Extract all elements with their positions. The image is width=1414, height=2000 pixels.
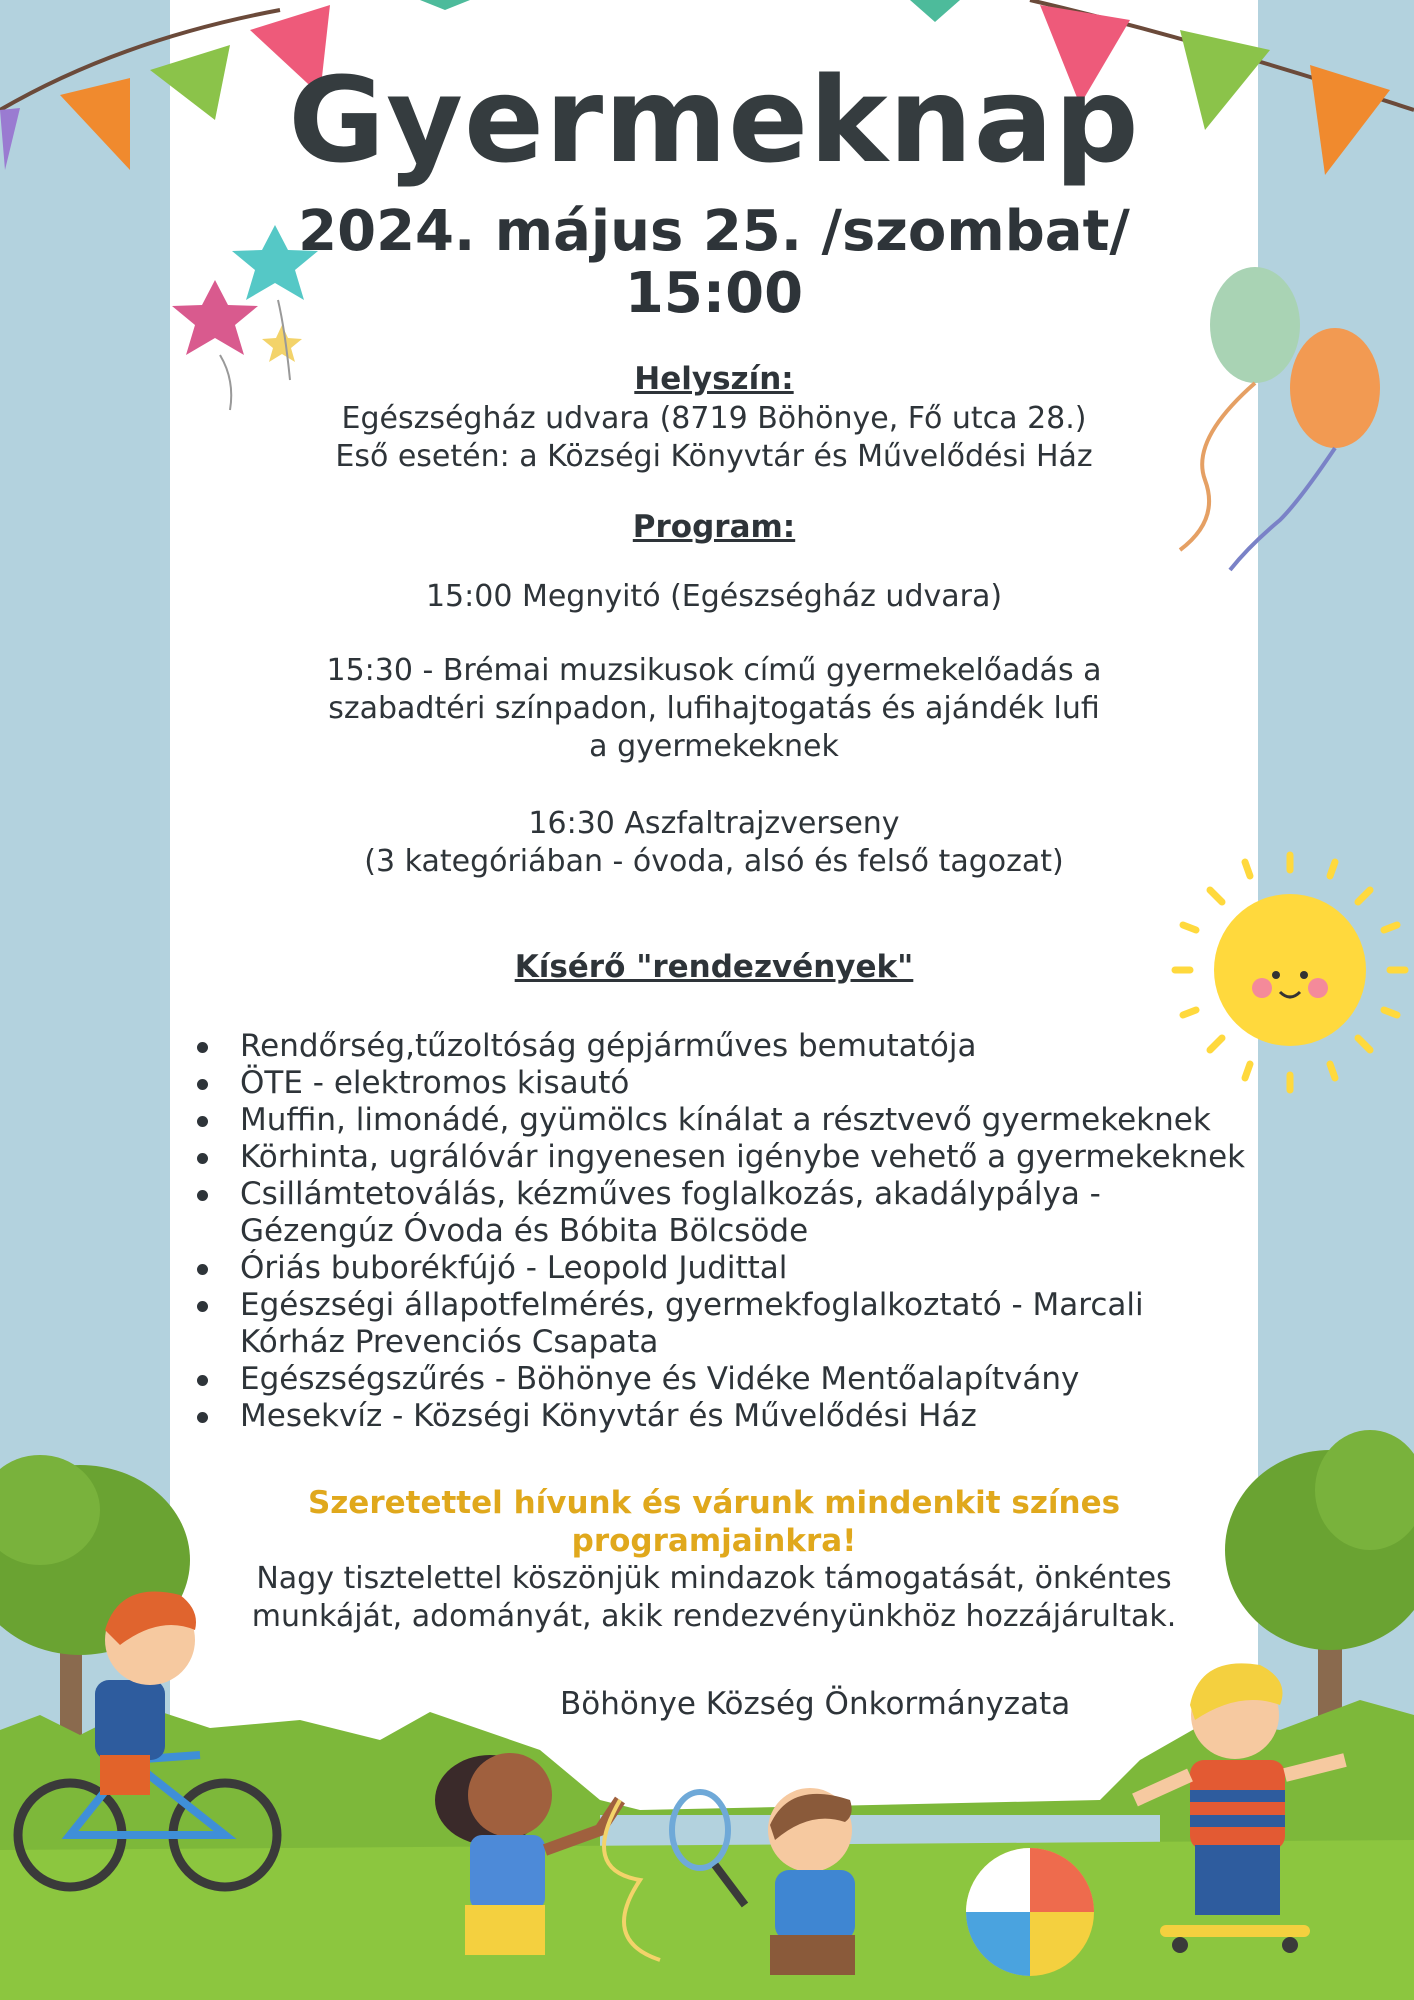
list-item-continuation [195, 1324, 1265, 1361]
list-item-text: ÖTE - elektromos kisautó [240, 1065, 630, 1101]
signature: Böhönye Község Önkormányzata [560, 1686, 1071, 1722]
bullet-icon [197, 1301, 208, 1312]
bullet-icon [197, 1412, 208, 1423]
location-heading: Helyszín: [634, 361, 794, 397]
program-heading: Program: [632, 509, 796, 545]
bullet-icon [197, 1079, 208, 1090]
list-item-text: Kórház Prevenciós Csapata [240, 1324, 659, 1360]
program-item-opening: 15:00 Megnyitó (Egészségház udvara) [425, 579, 1003, 614]
page-title: Gyermeknap [288, 51, 1140, 189]
list-item-text: Egészségi állapotfelmérés, gyermekfoglalkoztató - Marcali [240, 1287, 1144, 1323]
list-item [195, 1176, 1265, 1213]
event-date: 2024. május 25. /szombat/ [298, 199, 1130, 264]
program-item-chalk-contest-line-1: 16:30 Aszfaltrajzverseny [528, 806, 900, 841]
list-item-text: Csillámtetoválás, kézműves foglalkozás, akadálypálya - [240, 1176, 1101, 1212]
list-item-text: Gézengúz Óvoda és Bóbita Bölcsöde [240, 1213, 809, 1249]
side-events-heading: Kísérő "rendezvények" [514, 949, 914, 985]
list-item [195, 1398, 1265, 1435]
list-item [195, 1102, 1265, 1139]
program-item-chalk-contest-line-2: (3 kategóriában - óvoda, alsó és felső tagozat) [364, 844, 1064, 879]
program-item-theatre-line-2: szabadtéri színpadon, lufihajtogatás és ajándék lufi [328, 691, 1100, 726]
list-item [195, 1361, 1265, 1398]
bullet-icon [197, 1375, 208, 1386]
event-time: 15:00 [624, 261, 804, 326]
invitation-text: Szeretettel hívunk és várunk mindenkit színes programjainkra! [307, 1485, 1121, 1559]
location-address: Egészségház udvara (8719 Böhönye, Fő utca 28.) [341, 401, 1087, 436]
thanks-line-2: munkáját, adományát, akik rendezvényünkhöz hozzájárultak. [251, 1599, 1177, 1634]
side-events-list [195, 1028, 1265, 1435]
list-item-text: Egészségszűrés - Böhönye és Vidéke Mentőalapítvány [240, 1361, 1080, 1397]
list-item [195, 1287, 1265, 1324]
list-item-text: Óriás buborékfújó - Leopold Judittal [240, 1250, 788, 1286]
list-item-text: Mesekvíz - Községi Könyvtár és Művelődési Ház [240, 1398, 977, 1434]
thanks-line-1: Nagy tisztelettel köszönjük mindazok támogatását, önkéntes [256, 1561, 1172, 1596]
list-item [195, 1250, 1265, 1287]
bullet-icon [197, 1190, 208, 1201]
list-item-text: Körhinta, ugrálóvár ingyenesen igénybe vehető a gyermekeknek [240, 1139, 1246, 1175]
program-item-theatre-line-3: a gyermekeknek [589, 729, 839, 764]
bullet-icon [197, 1264, 208, 1275]
bullet-icon [197, 1153, 208, 1164]
list-item [195, 1139, 1265, 1176]
bullet-icon [197, 1116, 208, 1127]
list-item [195, 1065, 1265, 1102]
list-item-continuation [195, 1213, 1265, 1250]
list-item-text: Rendőrség,tűzoltóság gépjárműves bemutatója [240, 1028, 977, 1064]
location-rain-alternative: Eső esetén: a Községi Könyvtár és Művelődési Ház [335, 439, 1093, 474]
program-item-theatre-line-1: 15:30 - Brémai muzsikusok című gyermekelőadás a [326, 653, 1102, 688]
beach-ball-icon [966, 1848, 1094, 1976]
list-item [195, 1028, 1265, 1065]
bullet-icon [197, 1042, 208, 1053]
list-item-text: Muffin, limonádé, gyümölcs kínálat a résztvevő gyermekeknek [240, 1102, 1211, 1138]
